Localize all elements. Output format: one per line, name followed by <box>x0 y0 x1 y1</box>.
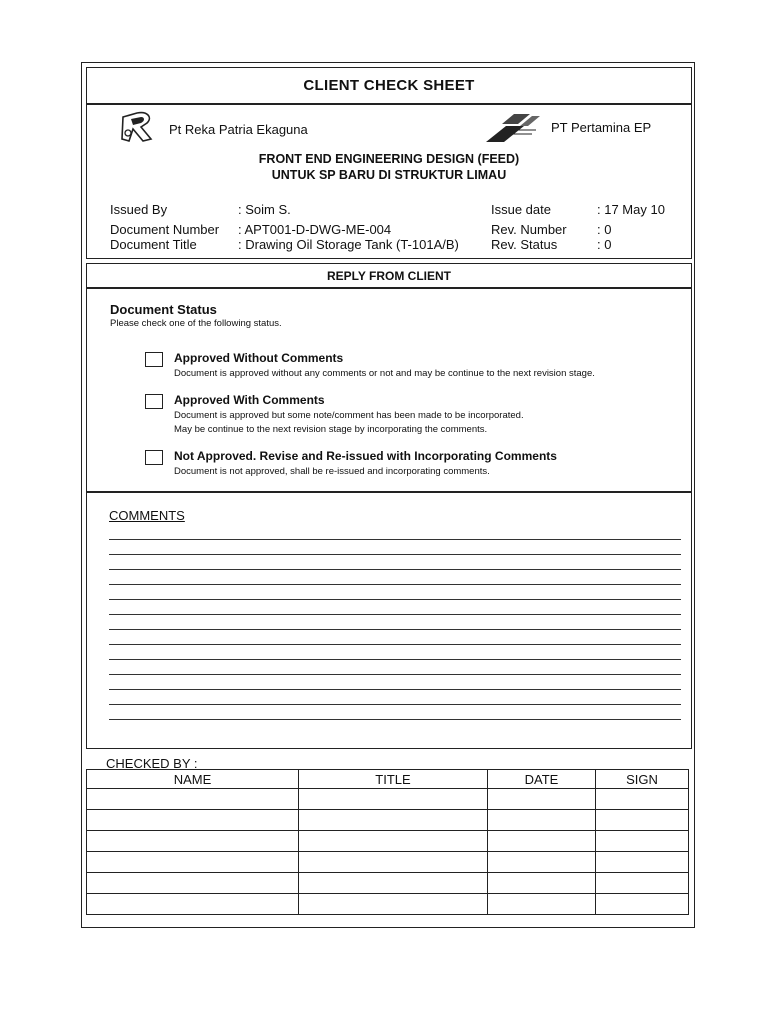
title-cell[interactable] <box>299 810 488 831</box>
project-title-line1: FRONT END ENGINEERING DESIGN (FEED) <box>258 152 520 166</box>
left-company-name: Pt Reka Patria Ekaguna <box>169 122 308 137</box>
approved-without-comments-checkbox[interactable] <box>145 352 163 367</box>
comment-line[interactable] <box>109 689 681 690</box>
date-cell[interactable] <box>488 789 596 810</box>
pertamina-logo-icon <box>480 110 542 144</box>
reply-title: REPLY FROM CLIENT <box>326 269 451 283</box>
comment-line[interactable] <box>109 719 681 720</box>
comment-line[interactable] <box>109 629 681 630</box>
right-company-name: PT Pertamina EP <box>551 120 652 135</box>
date-cell[interactable] <box>488 894 596 915</box>
name-cell[interactable] <box>87 789 299 810</box>
rev-status-label: Rev. Status <box>491 237 558 252</box>
issued-by-label: Issued By <box>110 202 168 217</box>
rev-number-label: Rev. Number <box>491 222 567 237</box>
not-approved-desc: Document is not approved, shall be re-issued and incorporating comments. <box>174 466 490 477</box>
document-title-label: Document Title <box>110 237 197 252</box>
comment-line[interactable] <box>109 584 681 585</box>
comment-line[interactable] <box>109 659 681 660</box>
date-cell[interactable] <box>488 831 596 852</box>
document-status-heading: Document Status <box>110 302 217 317</box>
name-column-header: NAME <box>87 770 299 789</box>
title-cell[interactable] <box>299 852 488 873</box>
title-cell[interactable] <box>299 789 488 810</box>
project-title-line2: UNTUK SP BARU DI STRUKTUR LIMAU <box>271 168 507 182</box>
table-row <box>87 852 689 873</box>
not-approved-label: Not Approved. Revise and Re-issued with Incorporating Comments <box>174 449 557 463</box>
not-approved-checkbox[interactable] <box>145 450 163 465</box>
sign-column-header: SIGN <box>596 770 689 789</box>
approved-without-comments-desc: Document is approved without any comments or not and may be continue to the next revision stage. <box>174 368 595 379</box>
name-cell[interactable] <box>87 852 299 873</box>
rev-status-value: : 0 <box>597 237 612 252</box>
document-title-value: : Drawing Oil Storage Tank (T-101A/B) <box>238 237 459 252</box>
comment-line[interactable] <box>109 599 681 600</box>
comment-line[interactable] <box>109 674 681 675</box>
table-row <box>87 831 689 852</box>
date-cell[interactable] <box>488 810 596 831</box>
reka-patria-logo-icon <box>119 111 157 145</box>
approved-with-comments-desc1: Document is approved but some note/comment has been made to be incorporated. <box>174 410 524 421</box>
approved-with-comments-checkbox[interactable] <box>145 394 163 409</box>
signature-table-header <box>87 770 689 789</box>
sign-cell[interactable] <box>596 831 689 852</box>
date-column-header: DATE <box>488 770 596 789</box>
client-check-sheet <box>81 62 695 928</box>
document-number-label: Document Number <box>110 222 220 237</box>
document-status-box <box>86 288 692 492</box>
title-cell[interactable] <box>299 873 488 894</box>
document-number-value: : APT001-D-DWG-ME-004 <box>238 222 392 237</box>
title-cell[interactable] <box>299 831 488 852</box>
comment-line[interactable] <box>109 704 681 705</box>
issued-by-value: : Soim S. <box>238 202 291 217</box>
comment-line[interactable] <box>109 554 681 555</box>
table-row <box>87 789 689 810</box>
sheet-title: CLIENT CHECK SHEET <box>303 77 475 94</box>
title-column-header: TITLE <box>299 770 488 789</box>
approved-without-comments-label: Approved Without Comments <box>174 351 344 365</box>
name-cell[interactable] <box>87 810 299 831</box>
title-cell[interactable] <box>299 894 488 915</box>
approved-with-comments-label: Approved With Comments <box>174 393 325 407</box>
signature-table <box>86 769 689 915</box>
sign-cell[interactable] <box>596 894 689 915</box>
table-row <box>87 894 689 915</box>
reply-header-box <box>86 263 692 288</box>
sign-cell[interactable] <box>596 873 689 894</box>
comment-line[interactable] <box>109 569 681 570</box>
name-cell[interactable] <box>87 831 299 852</box>
comment-line[interactable] <box>109 539 681 540</box>
name-cell[interactable] <box>87 873 299 894</box>
date-cell[interactable] <box>488 873 596 894</box>
comment-line[interactable] <box>109 644 681 645</box>
date-cell[interactable] <box>488 852 596 873</box>
table-row <box>87 810 689 831</box>
sign-cell[interactable] <box>596 852 689 873</box>
table-row <box>87 873 689 894</box>
document-status-instruction: Please check one of the following status. <box>110 318 282 329</box>
comments-heading: COMMENTS <box>109 508 185 523</box>
issue-date-label: Issue date <box>491 202 551 217</box>
checked-by-heading: CHECKED BY : <box>106 756 198 771</box>
sign-cell[interactable] <box>596 810 689 831</box>
comment-line[interactable] <box>109 614 681 615</box>
approved-with-comments-desc2: May be continue to the next revision stage by incorporating the comments. <box>174 424 488 435</box>
comments-box <box>86 492 692 749</box>
name-cell[interactable] <box>87 894 299 915</box>
document-info-box <box>86 104 692 259</box>
issue-date-value: : 17 May 10 <box>597 202 665 217</box>
sign-cell[interactable] <box>596 789 689 810</box>
title-box <box>86 67 692 104</box>
rev-number-value: : 0 <box>597 222 612 237</box>
